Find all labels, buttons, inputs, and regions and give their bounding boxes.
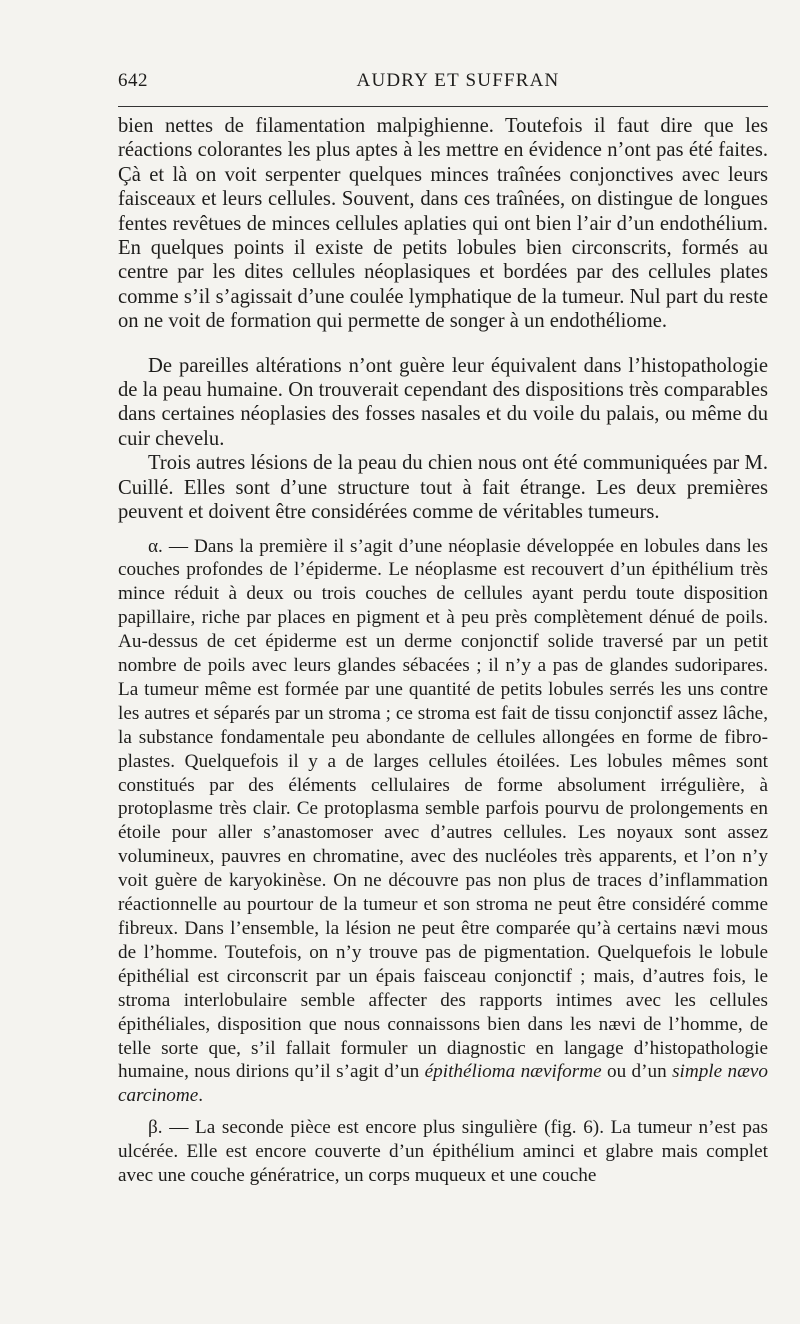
paragraph-alpha bbox=[118, 535, 768, 1109]
italic-term-epithelioma: épithélioma næviforme bbox=[424, 1061, 602, 1083]
italic-term-naevo-carcinome: simple nævo carcinome bbox=[118, 1061, 769, 1107]
paragraph-three-lesions: Trois autres lésions de la peau du chien nous ont été communiquées par M. Cuillé. Elles sont d’une structure tout à fait étrange. Les deux premières peuvent et doivent être considérées comme de véritables tumeurs. bbox=[118, 452, 768, 524]
body-text bbox=[118, 114, 768, 1188]
paragraph-alpha-joiner: ou d’un bbox=[601, 1061, 673, 1083]
paragraph-alpha-text: α. — Dans la première il s’agit d’une néoplasie développée en lobules dans les couches profondes de l’épiderme. Le néoplasme est recouvert d’un épithélium très mince réduit à deux ou trois couches de cellules ayant perdu toute disposition papillaire, riche par places en pigment et à peu près complètement dénué de poils. Au-dessus de cet épiderme est un derme conjonctif solide traversé par un petit nombre de poils avec leurs glandes sébacées ; il n’y a pas de glandes sudoripares. La tumeur même est formée par une quantité de petits lobules serrés les uns contre les autres et séparés par un stroma ; ce stroma est fait de tissu conjonctif assez lâche, la substance fondamentale peu abondante de cellules allongées en forme de fibro-plastes. Quelquefois il y a de larges cellules étoilées. Les lobules mêmes sont constitués par des éléments cellulaires de forme absolument irrégulière, à protoplasme très clair. Ce protoplasma semble parfois pourvu de prolongements en étoile pour aller s’anastomoser avec d’autres cellules. Les noyaux sont assez volumineux, pauvres en chromatine, avec des nucléoles très apparents, et l’on n’y voit guère de karyokinèse. On ne découvre pas non plus de traces d’inflammation réactionnelle au pourtour de la tumeur et son stroma ne peut être considéré comme fibreux. Dans l’ensemble, la lésion ne peut être comparée qu’à certains nævi mous de l’homme. Toutefois, on n’y trouve pas de pigmentation. Quelquefois le lobule épithélial est circonscrit par un épais faisceau conjonctif ; mais, d’autres fois, le stroma interlobulaire semble affecter des rapports intimes avec les cellules épithéliales, disposition que nous connaissons bien dans les nævi de l’homme, de telle sorte que, s’il fallait formuler un diagnostic en langage d’histopathologie humaine, nous dirions qu’il s’agit d’un bbox=[118, 535, 768, 1083]
page-header bbox=[118, 68, 768, 98]
paragraph-continued: bien nettes de filamentation malpighienne. Toutefois il faut dire que les réactions colorantes les plus aptes à les mettre en évidence n’ont pas été faites. Çà et là on voit serpenter quelques minces traînées conjonctives avec leurs faisceaux et leurs cellules. Souvent, dans ces traînées, on distingue de longues fentes revêtues de minces cellules aplaties qui ont bien l’air d’un endothélium. En quelques points il existe de petits lobules bien circonscrits, formés au centre par les dites cellules néoplasiques et bordées par des cellules plates comme s’il s’agissait d’une coulée lymphatique de la tumeur. Nul part du reste on ne voit de formation qui permette de songer à un endothéliome. bbox=[118, 115, 768, 333]
paragraph-beta: β. — La seconde pièce est encore plus singulière (fig. 6). La tumeur n’est pas ulcérée. Elle est encore couverte d’un épithélium aminci et glabre mais complet avec une couche génératrice, un corps muqueux et une couche bbox=[118, 1117, 768, 1187]
running-title: AUDRY ET SUFFRAN bbox=[356, 70, 560, 91]
paragraph-histopathology: De pareilles altérations n’ont guère leur équivalent dans l’histopathologie de la peau humaine. On trouverait cependant des dispositions très comparables dans certaines néoplasies des fosses nasales et du voile du palais, ou même du cuir chevelu. bbox=[118, 354, 768, 450]
header-rule bbox=[118, 106, 768, 107]
paragraph-alpha-end: . bbox=[198, 1085, 204, 1107]
page-number: 642 bbox=[118, 70, 148, 91]
